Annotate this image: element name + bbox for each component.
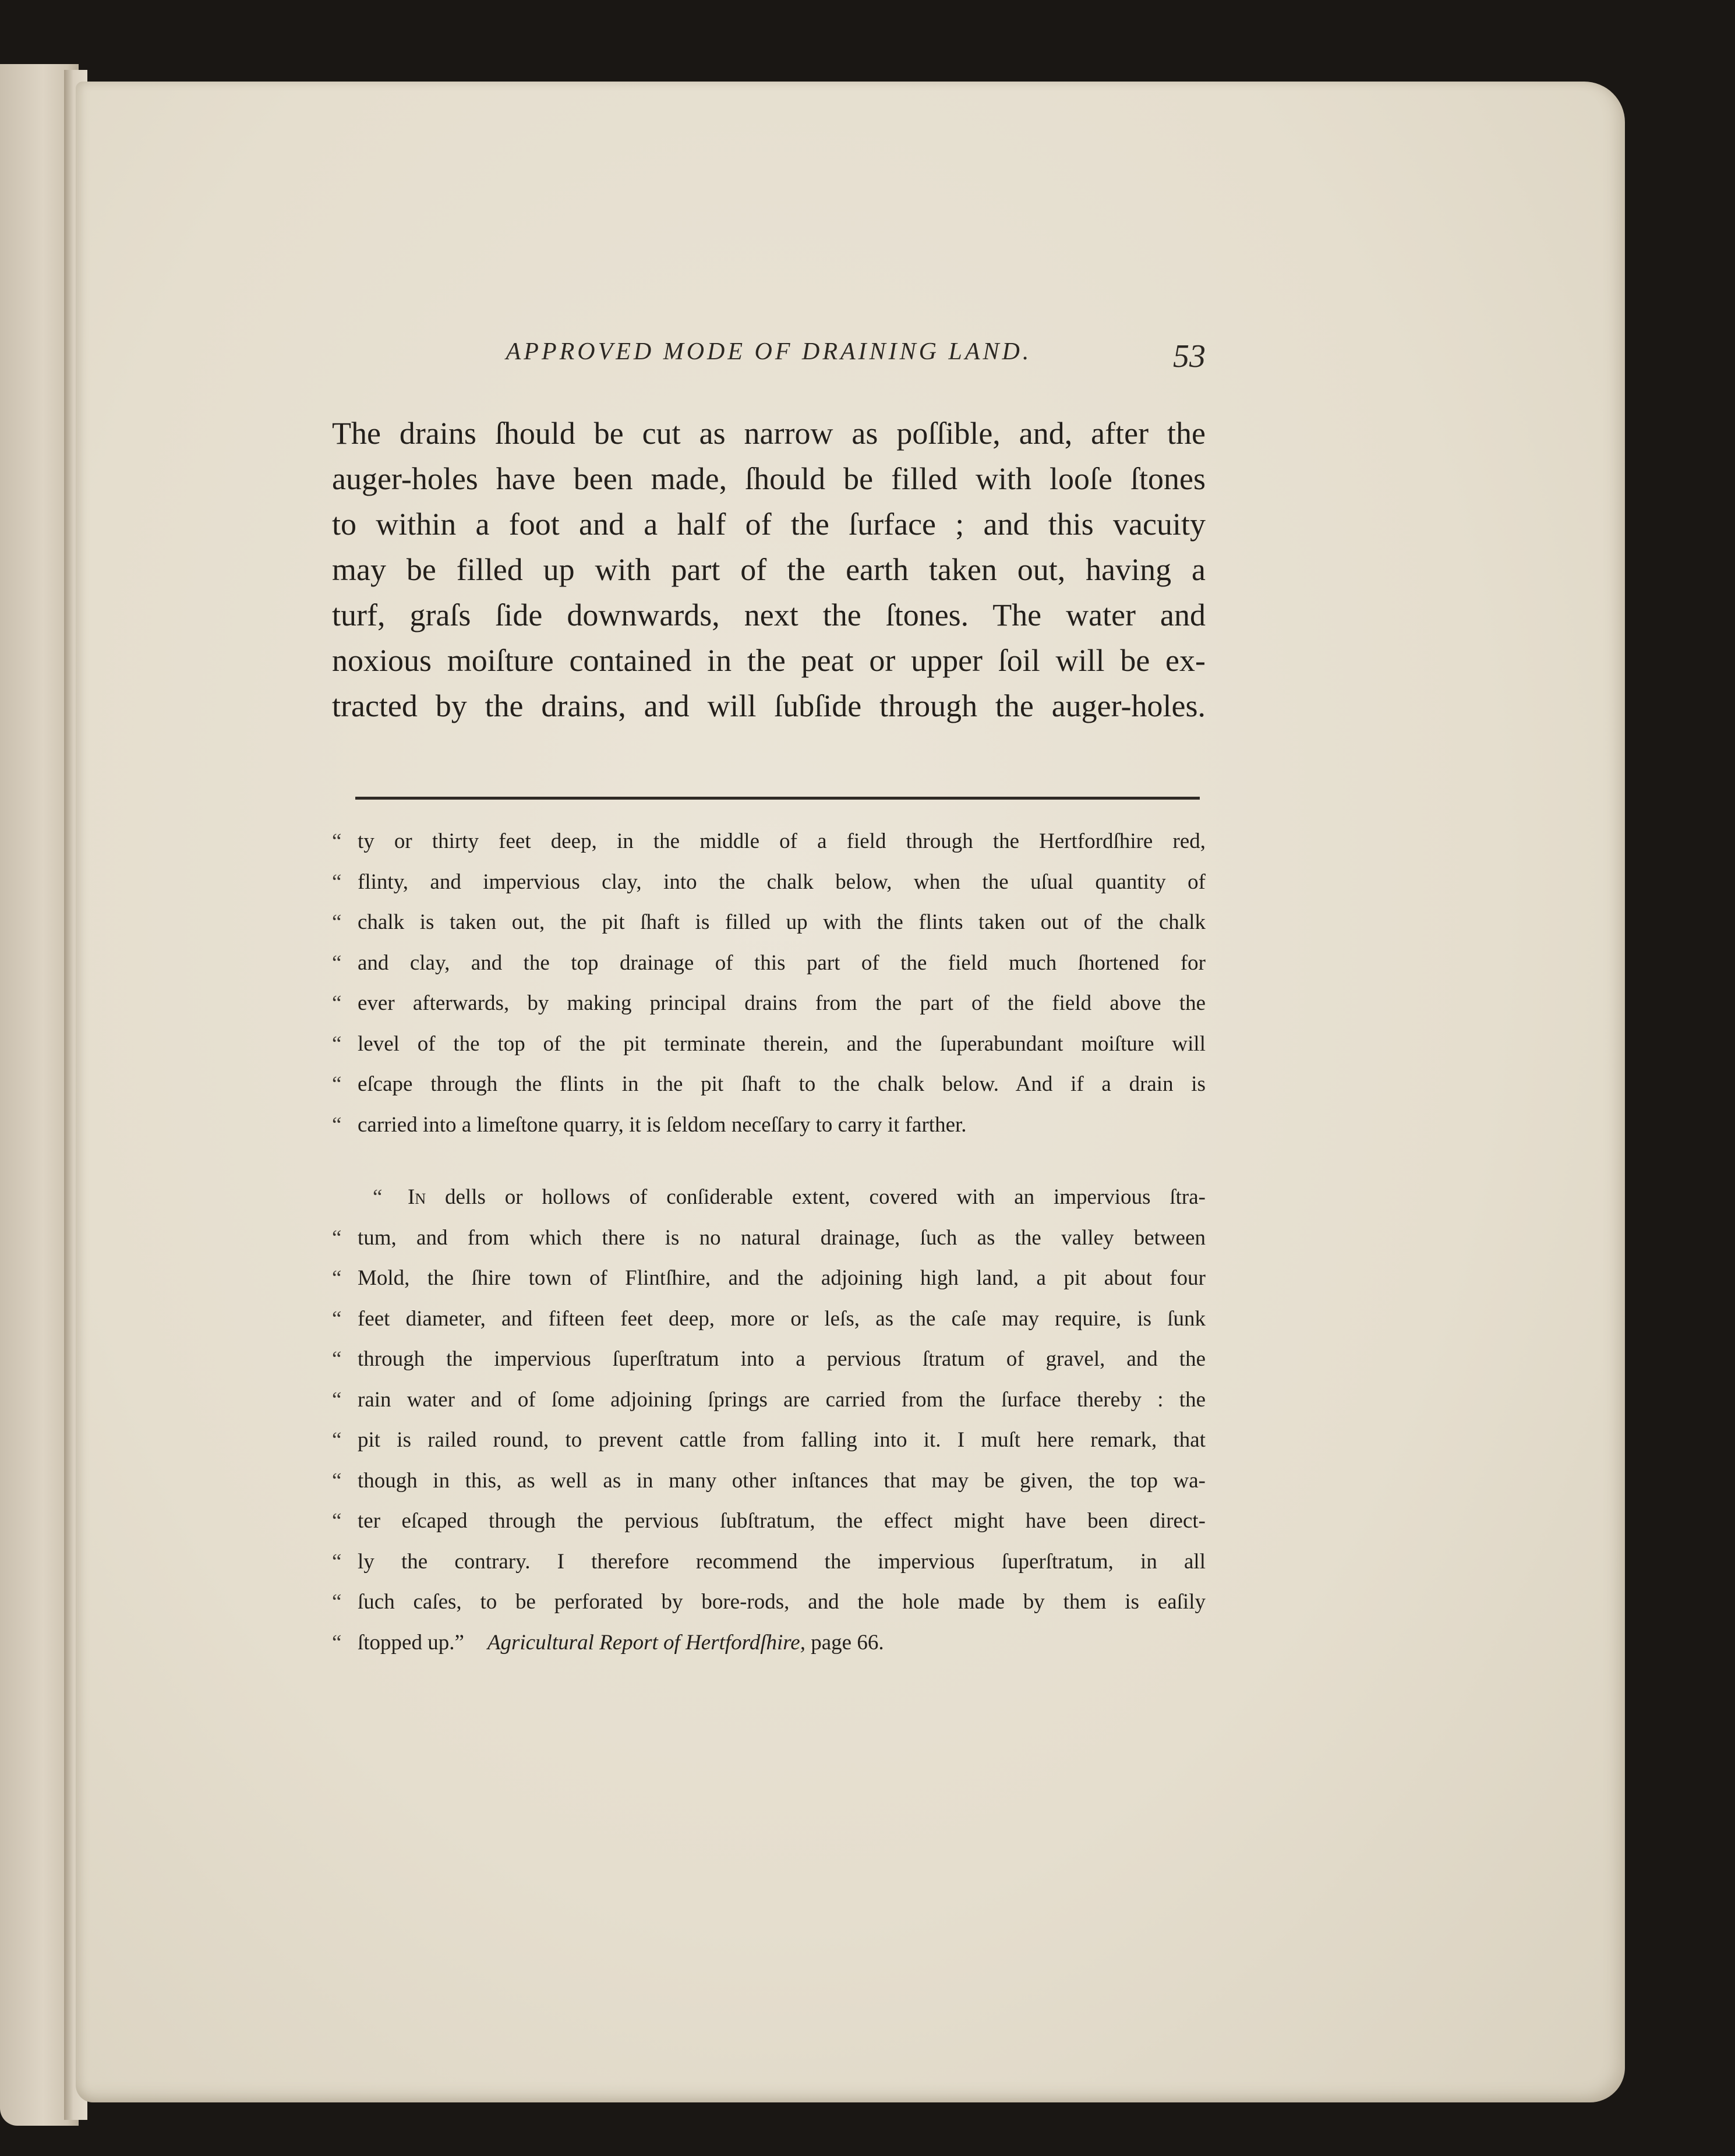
footnote-line: “ chalk is taken out, the pit ſhaft is filled up with the flints taken out of the chalk: [332, 902, 1206, 943]
footnote-line: “ In dells or hollows of conſiderable extent, covered with an impervious ſtra-: [332, 1177, 1206, 1218]
footnote-line: “ carried into a limeſtone quarry, it is ſeldom neceſſary to carry it farther.: [332, 1105, 1206, 1146]
footnote-line: “ rain water and of ſome adjoining ſprings are carried from the ſurface thereby : the: [332, 1380, 1206, 1420]
quote-mark: “: [373, 1185, 383, 1209]
quote-mark: “: [332, 1428, 342, 1452]
quote-mark: “: [332, 1549, 342, 1574]
running-head: [332, 332, 1206, 379]
footnote-line: “ feet diameter, and fifteen feet deep, more or leſs, as the caſe may require, is ſunk: [332, 1299, 1206, 1339]
quote-mark: “: [332, 950, 342, 975]
footnote-line: “ pit is railed round, to prevent cattle from falling into it. I muſt here remark, that: [332, 1420, 1206, 1461]
main-text-line: The drains ſhould be cut as narrow as poſſible, and, after the: [332, 416, 1206, 451]
footnote-line: “ ſuch caſes, to be perforated by bore-rods, and the hole made by them is eaſily: [332, 1582, 1206, 1623]
quote-mark: “: [332, 910, 342, 934]
footnote-line: “ level of the top of the pit terminate therein, and the ſuperabundant moiſture will: [332, 1024, 1206, 1065]
quote-mark: “: [332, 870, 342, 894]
main-text-line: to within a foot and a half of the ſurface ; and this vacuity: [332, 507, 1206, 542]
footnote-line: “ ty or thirty feet deep, in the middle of a field through the Hertfordſhire red,: [332, 821, 1206, 862]
running-title: APPROVED MODE OF DRAINING LAND.: [506, 338, 1032, 365]
footnote-line: “ ter eſcaped through the pervious ſubſtratum, the effect might have been direct-: [332, 1501, 1206, 1542]
quote-mark: “: [332, 991, 342, 1015]
main-text-line: noxious moiſture contained in the peat or upper ſoil will be ex-: [332, 643, 1206, 678]
footnote-line: “ and clay, and the top drainage of this part of the field much ſhortened for: [332, 943, 1206, 984]
quote-mark: “: [332, 829, 342, 853]
footnote-line: “ tum, and from which there is no natural drainage, ſuch as the valley between: [332, 1218, 1206, 1259]
quote-mark: “: [332, 1630, 342, 1655]
quote-mark: “: [332, 1509, 342, 1533]
footnote-line: “ ly the contrary. I therefore recommend the impervious ſuperſtratum, in all: [332, 1542, 1206, 1582]
citation-title: Agricultural Report of Hertfordſhire,: [487, 1630, 805, 1655]
footnote-line: [332, 1623, 1206, 1663]
quote-mark: “: [332, 1266, 342, 1290]
footnote-line: “ flinty, and impervious clay, into the chalk below, when the uſual quantity of: [332, 862, 1206, 903]
quote-mark: “: [332, 1590, 342, 1614]
footnote-line: “ eſcape through the flints in the pit ſhaft to the chalk below. And if a drain is: [332, 1064, 1206, 1105]
quote-mark: “: [332, 1112, 342, 1137]
footnote: [332, 821, 1206, 1663]
quote-mark: “: [332, 1306, 342, 1331]
quote-mark: “: [332, 1468, 342, 1493]
footnote-line: “ though in this, as well as in many other inſtances that may be given, the top wa-: [332, 1461, 1206, 1501]
footnote-line: “ Mold, the ſhire town of Flintſhire, and the adjoining high land, a pit about four: [332, 1258, 1206, 1299]
main-text: [332, 411, 1206, 729]
quote-mark: “: [332, 1031, 342, 1056]
footnote-rule: [355, 797, 1200, 800]
paragraph-opening-word: In: [408, 1185, 426, 1209]
closing-text: ſtopped up.”: [358, 1630, 464, 1655]
footnote-line: “ through the impervious ſuperſtratum into a pervious ſtratum of gravel, and the: [332, 1339, 1206, 1380]
quote-mark: “: [332, 1387, 342, 1412]
quote-mark: “: [332, 1225, 342, 1250]
main-text-line: may be filled up with part of the earth taken out, having a: [332, 552, 1206, 587]
main-text-line: auger-holes have been made, ſhould be filled with looſe ſtones: [332, 461, 1206, 496]
paragraph-gap: [332, 1145, 1206, 1177]
main-text-line: turf, graſs ſide downwards, next the ſtones. The water and: [332, 598, 1206, 632]
page-number: 53: [1173, 338, 1206, 374]
quote-mark: “: [332, 1072, 342, 1096]
quote-mark: “: [332, 1347, 342, 1371]
footnote-line: “ ever afterwards, by making principal drains from the part of the field above the: [332, 983, 1206, 1024]
citation-page: page 66.: [811, 1630, 884, 1655]
main-text-line: tracted by the drains, and will ſubſide through the auger-holes.: [332, 688, 1206, 723]
